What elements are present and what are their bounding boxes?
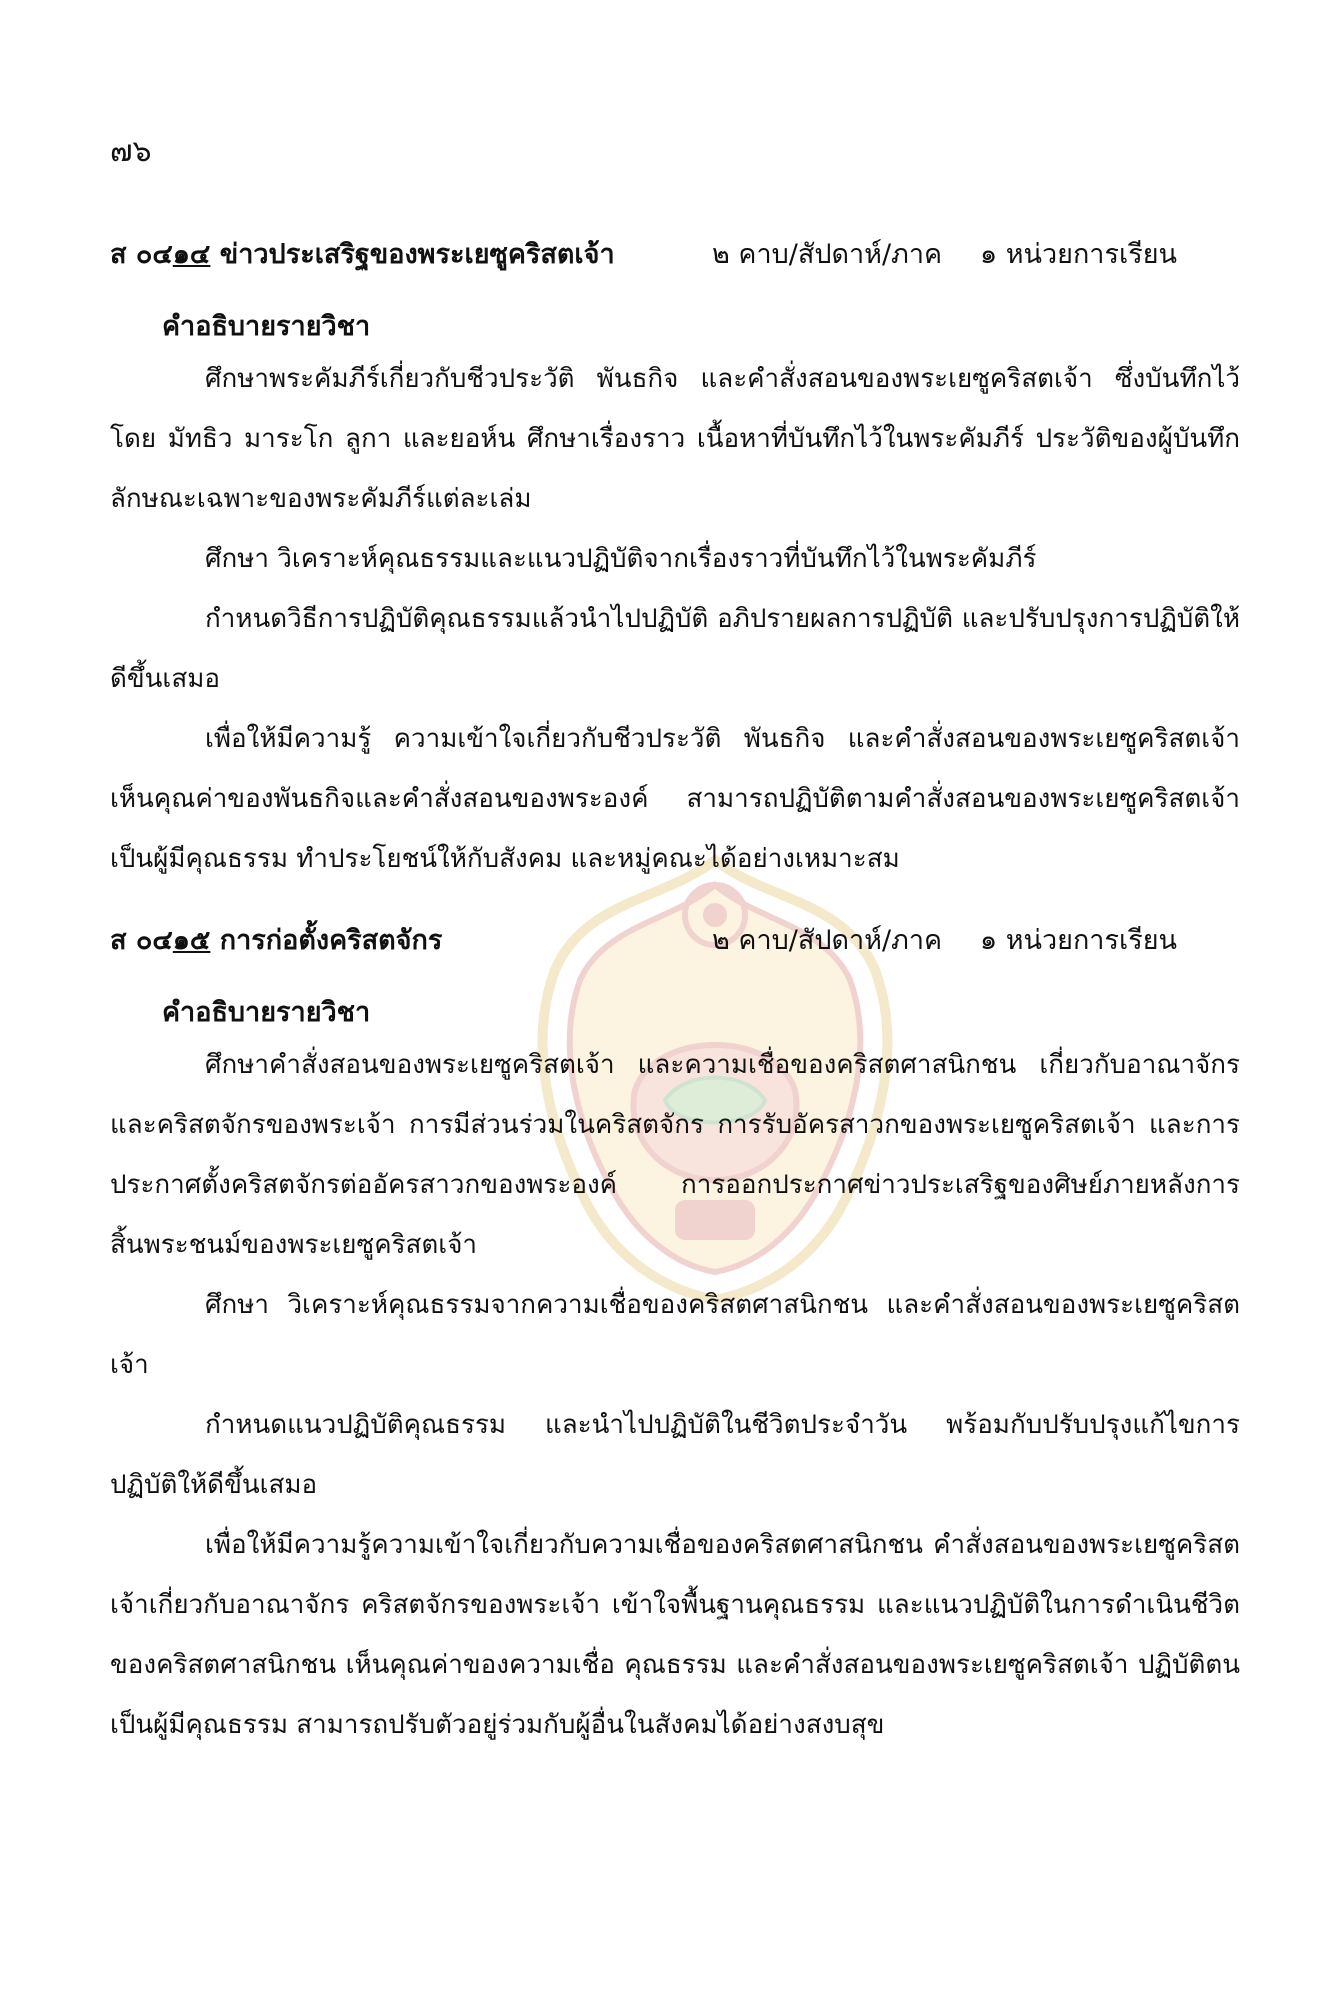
course-header	[110, 918, 1240, 964]
course-code-and-title	[110, 232, 615, 278]
course-hours: ๒ คาบ/สัปดาห์/ภาค	[712, 925, 943, 956]
course-section	[110, 918, 1240, 1755]
description-heading: คำอธิบายรายวิชา	[162, 997, 371, 1028]
course-code-suffix: ๑๕	[172, 925, 211, 956]
course-code-and-title	[110, 918, 442, 964]
course-section	[110, 232, 1240, 889]
description-paragraph: กำหนดแนวปฏิบัติคุณธรรม และนำไปปฏิบัติในชีวิตประจำวัน พร้อมกับปรับปรุงแก้ไขการปฏิบัติให้ดีขึ้นเสมอ	[110, 1410, 1240, 1500]
description-paragraph: ศึกษา วิเคราะห์คุณธรรมและแนวปฏิบัติจากเรื่องราวที่บันทึกไว้ในพระคัมภีร์	[205, 544, 1037, 574]
course-code-prefix: ส ๐๔	[110, 239, 173, 270]
description-paragraph: เพื่อให้มีความรู้ความเข้าใจเกี่ยวกับความเชื่อของคริสตศาสนิกชน คำสั่งสอนของพระเยซูคริสตเจ้าเกี่ยวกับอาณาจักร คริสตจักรของพระเจ้า เข้าใจพื้นฐานคุณธรรม และแนวปฏิบัติในการดำเนินชีวิตของคริสตศาสนิกชน เห็นคุณค่าของความเชื่อ คุณธรรม และคำสั่งสอนของพระเยซูคริสตเจ้า ปฏิบัติตนเป็นผู้มีคุณธรรม สามารถปรับตัวอยู่ร่วมกับผู้อื่นในสังคมได้อย่างสงบสุข	[110, 1530, 1240, 1740]
description-paragraph: ศึกษาพระคัมภีร์เกี่ยวกับชีวประวัติ พันธกิจ และคำสั่งสอนของพระเยซูคริสตเจ้า ซึ่งบันทึกไว้โดย มัทธิว มาระโก ลูกา และยอห์น ศึกษาเรื่องราว เนื้อหาที่บันทึกไว้ในพระคัมภีร์ ประวัติของผู้บันทึก ลักษณะเฉพาะของพระคัมภีร์แต่ละเล่ม	[110, 364, 1240, 514]
description-paragraph: เพื่อให้มีความรู้ ความเข้าใจเกี่ยวกับชีวประวัติ พันธกิจ และคำสั่งสอนของพระเยซูคริสตเจ้า เห็นคุณค่าของพันธกิจและคำสั่งสอนของพระองค์ สามารถปฏิบัติตามคำสั่งสอนของพระเยซูคริสตเจ้า เป็นผู้มีคุณธรรม ทำประโยชน์ให้กับสังคม และหมู่คณะได้อย่างเหมาะสม	[110, 724, 1240, 874]
course-credits: ๑ หน่วยการเรียน	[980, 239, 1177, 270]
course-hours: ๒ คาบ/สัปดาห์/ภาค	[712, 239, 943, 270]
course-credits: ๑ หน่วยการเรียน	[980, 925, 1177, 956]
description-paragraph: ศึกษา วิเคราะห์คุณธรรมจากความเชื่อของคริสตศาสนิกชน และคำสั่งสอนของพระเยซูคริสตเจ้า	[110, 1290, 1240, 1380]
course-code-suffix: ๑๔	[172, 239, 211, 270]
description-paragraph: ศึกษาคำสั่งสอนของพระเยซูคริสตเจ้า และความเชื่อของคริสตศาสนิกชน เกี่ยวกับอาณาจักรและคริสตจักรของพระเจ้า การมีส่วนร่วมในคริสตจักร การรับอัครสาวกของพระเยซูคริสตเจ้า และการประกาศตั้งคริสตจักรต่ออัครสาวกของพระองค์ การออกประกาศข่าวประเสริฐของศิษย์ภายหลังการสิ้นพระชนม์ของพระเยซูคริสตเจ้า	[110, 1050, 1240, 1260]
course-title: การก่อตั้งคริสตจักร	[219, 925, 443, 956]
description-heading: คำอธิบายรายวิชา	[162, 311, 371, 342]
course-header	[110, 232, 1240, 278]
description-paragraph: กำหนดวิธีการปฏิบัติคุณธรรมแล้วนำไปปฏิบัติ อภิปรายผลการปฏิบัติ และปรับปรุงการปฏิบัติให้ดีขึ้นเสมอ	[110, 604, 1240, 694]
course-title: ข่าวประเสริฐของพระเยซูคริสตเจ้า	[219, 239, 615, 270]
course-code-prefix: ส ๐๔	[110, 925, 173, 956]
page-number: ๗๖	[110, 134, 152, 169]
